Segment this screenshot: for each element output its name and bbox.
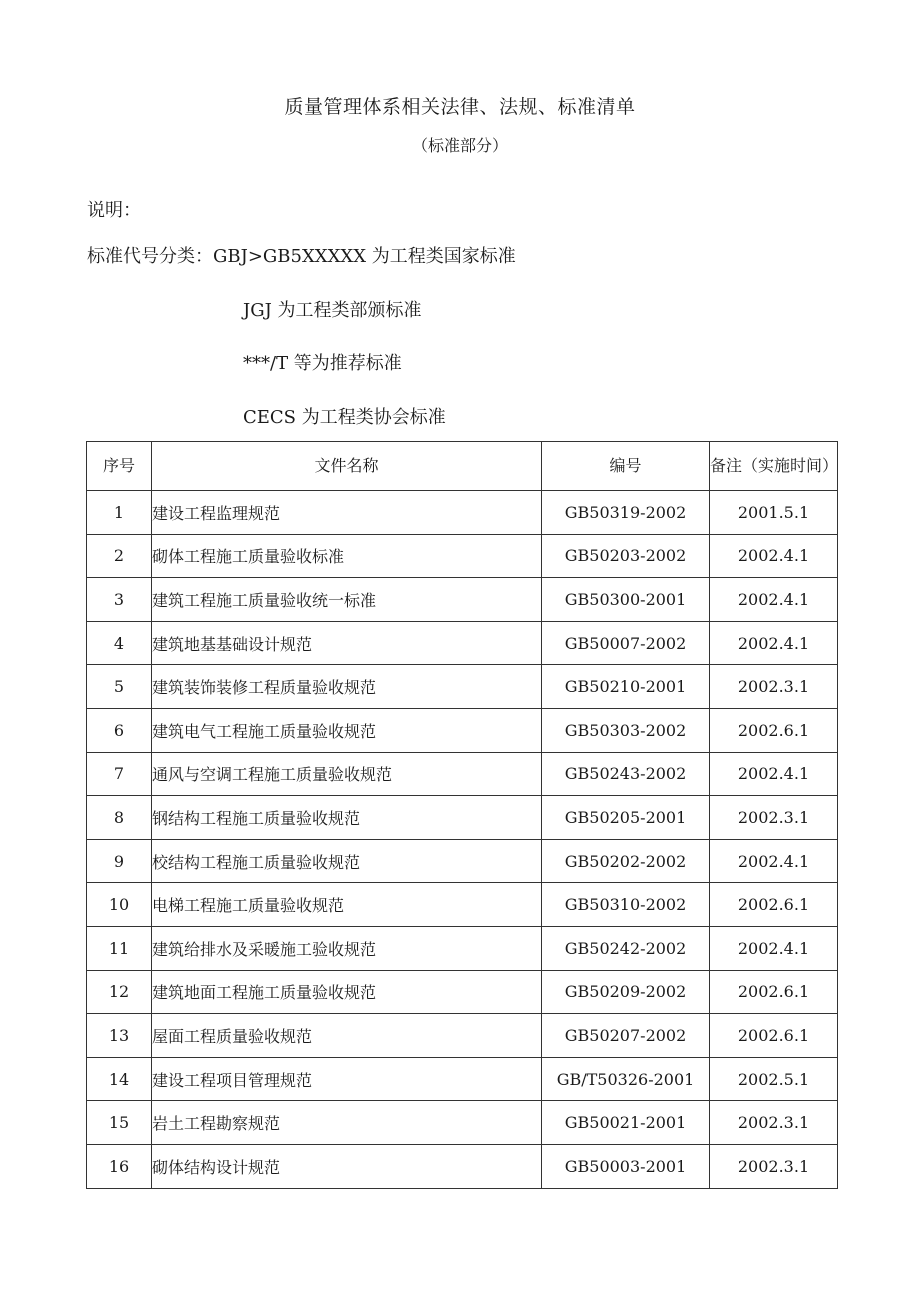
standard-code-recommended: ***/T 等为推荐标准 bbox=[243, 353, 402, 374]
row-number: 16 bbox=[87, 1144, 152, 1188]
table-row bbox=[87, 708, 838, 752]
row-implementation-date: 2002.4.1 bbox=[710, 621, 838, 665]
table-row bbox=[87, 796, 838, 840]
row-number: 10 bbox=[87, 883, 152, 927]
row-number: 9 bbox=[87, 839, 152, 883]
row-implementation-date: 2001.5.1 bbox=[710, 491, 838, 535]
row-number: 1 bbox=[87, 491, 152, 535]
row-implementation-date: 2002.4.1 bbox=[710, 534, 838, 578]
row-number: 4 bbox=[87, 621, 152, 665]
row-number: 12 bbox=[87, 970, 152, 1014]
row-number: 3 bbox=[87, 578, 152, 622]
row-number: 8 bbox=[87, 796, 152, 840]
table-row bbox=[87, 621, 838, 665]
row-document-name: 建筑给排水及采暖施工验收规范 bbox=[152, 926, 542, 970]
row-number: 2 bbox=[87, 534, 152, 578]
row-standard-code: GB50205-2001 bbox=[542, 796, 710, 840]
row-standard-code: GB50207-2002 bbox=[542, 1014, 710, 1058]
table-row bbox=[87, 578, 838, 622]
header-no: 序号 bbox=[87, 442, 152, 491]
row-document-name: 建设工程项目管理规范 bbox=[152, 1057, 542, 1101]
row-implementation-date: 2002.4.1 bbox=[710, 578, 838, 622]
row-standard-code: GB50310-2002 bbox=[542, 883, 710, 927]
row-document-name: 屋面工程质量验收规范 bbox=[152, 1014, 542, 1058]
row-implementation-date: 2002.6.1 bbox=[710, 970, 838, 1014]
row-implementation-date: 2002.3.1 bbox=[710, 796, 838, 840]
row-number: 15 bbox=[87, 1101, 152, 1145]
row-standard-code: GB50319-2002 bbox=[542, 491, 710, 535]
row-standard-code: GB50243-2002 bbox=[542, 752, 710, 796]
row-document-name: 建设工程监理规范 bbox=[152, 491, 542, 535]
row-document-name: 电梯工程施工质量验收规范 bbox=[152, 883, 542, 927]
row-standard-code: GB50202-2002 bbox=[542, 839, 710, 883]
table-row bbox=[87, 926, 838, 970]
row-number: 5 bbox=[87, 665, 152, 709]
row-implementation-date: 2002.3.1 bbox=[710, 665, 838, 709]
row-implementation-date: 2002.5.1 bbox=[710, 1057, 838, 1101]
row-document-name: 校结构工程施工质量验收规范 bbox=[152, 839, 542, 883]
row-standard-code: GB50007-2002 bbox=[542, 621, 710, 665]
row-document-name: 建筑电气工程施工质量验收规范 bbox=[152, 708, 542, 752]
table-header-row bbox=[87, 442, 838, 491]
row-document-name: 砌体工程施工质量验收标准 bbox=[152, 534, 542, 578]
row-implementation-date: 2002.6.1 bbox=[710, 708, 838, 752]
row-document-name: 建筑地基基础设计规范 bbox=[152, 621, 542, 665]
table-row bbox=[87, 491, 838, 535]
row-document-name: 建筑地面工程施工质量验收规范 bbox=[152, 970, 542, 1014]
row-standard-code: GB50210-2001 bbox=[542, 665, 710, 709]
row-document-name: 钢结构工程施工质量验收规范 bbox=[152, 796, 542, 840]
row-standard-code: GB50003-2001 bbox=[542, 1144, 710, 1188]
table-row bbox=[87, 883, 838, 927]
row-document-name: 岩土工程勘察规范 bbox=[152, 1101, 542, 1145]
row-implementation-date: 2002.6.1 bbox=[710, 1014, 838, 1058]
row-implementation-date: 2002.6.1 bbox=[710, 883, 838, 927]
row-document-name: 建筑装饰装修工程质量验收规范 bbox=[152, 665, 542, 709]
row-standard-code: GB50300-2001 bbox=[542, 578, 710, 622]
row-document-name: 通风与空调工程施工质量验收规范 bbox=[152, 752, 542, 796]
row-document-name: 建筑工程施工质量验收统一标准 bbox=[152, 578, 542, 622]
table-row bbox=[87, 1057, 838, 1101]
table-row bbox=[87, 752, 838, 796]
notes-label: 说明： bbox=[87, 200, 141, 221]
row-number: 14 bbox=[87, 1057, 152, 1101]
page-subtitle: （标准部分） bbox=[411, 136, 508, 155]
header-name: 文件名称 bbox=[152, 442, 542, 491]
row-implementation-date: 2002.4.1 bbox=[710, 926, 838, 970]
header-code: 编号 bbox=[542, 442, 710, 491]
table-row bbox=[87, 1101, 838, 1145]
row-standard-code: GB50242-2002 bbox=[542, 926, 710, 970]
standard-code-cecs: CECS 为工程类协会标准 bbox=[243, 407, 446, 428]
header-note: 备注（实施时间） bbox=[710, 442, 838, 491]
row-standard-code: GB50303-2002 bbox=[542, 708, 710, 752]
row-standard-code: GB/T50326-2001 bbox=[542, 1057, 710, 1101]
standards-table bbox=[86, 441, 838, 1189]
table-row bbox=[87, 665, 838, 709]
row-number: 7 bbox=[87, 752, 152, 796]
table-body bbox=[87, 491, 838, 1189]
table-row bbox=[87, 970, 838, 1014]
row-implementation-date: 2002.3.1 bbox=[710, 1144, 838, 1188]
standard-code-classification: 标准代号分类：GBJ>GB5XXXXX 为工程类国家标准 bbox=[87, 246, 516, 267]
page-title: 质量管理体系相关法律、法规、标准清单 bbox=[284, 96, 636, 118]
row-document-name: 砌体结构设计规范 bbox=[152, 1144, 542, 1188]
standard-code-jgj: JGJ 为工程类部颁标准 bbox=[243, 300, 422, 321]
row-standard-code: GB50209-2002 bbox=[542, 970, 710, 1014]
row-standard-code: GB50021-2001 bbox=[542, 1101, 710, 1145]
table-row bbox=[87, 534, 838, 578]
row-standard-code: GB50203-2002 bbox=[542, 534, 710, 578]
row-implementation-date: 2002.3.1 bbox=[710, 1101, 838, 1145]
table-row bbox=[87, 1014, 838, 1058]
table-row bbox=[87, 1144, 838, 1188]
row-number: 11 bbox=[87, 926, 152, 970]
table-row bbox=[87, 839, 838, 883]
row-implementation-date: 2002.4.1 bbox=[710, 839, 838, 883]
row-number: 13 bbox=[87, 1014, 152, 1058]
row-implementation-date: 2002.4.1 bbox=[710, 752, 838, 796]
row-number: 6 bbox=[87, 708, 152, 752]
